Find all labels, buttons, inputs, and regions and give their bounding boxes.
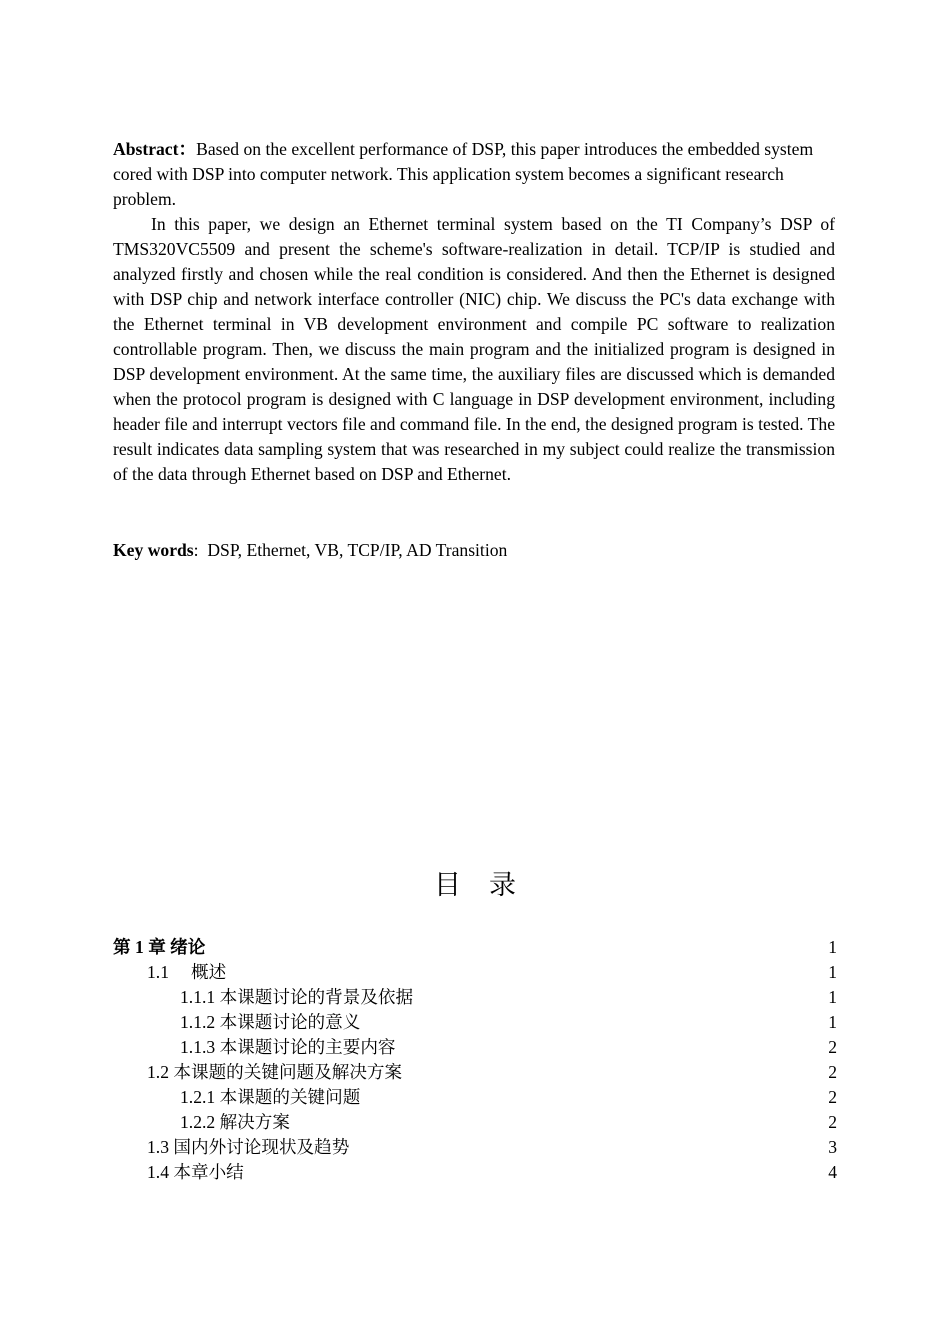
keywords-line <box>113 538 835 563</box>
toc-entry-text: 1.4 本章小结 <box>147 1162 244 1182</box>
toc-entry-text: 1.1.1 本课题讨论的背景及依据 <box>180 987 414 1007</box>
toc-entry-page: 1 <box>828 987 837 1007</box>
abstract-label-separator: ： <box>178 139 197 159</box>
toc-entry-page: 2 <box>828 1037 837 1057</box>
toc-entry-text: 1.1.3 本课题讨论的主要内容 <box>180 1037 396 1057</box>
toc-entry-page: 3 <box>828 1137 837 1157</box>
toc-entry-text: 1.1.2 本课题讨论的意义 <box>180 1012 361 1032</box>
toc-entry-text: 第 1 章 绪论 <box>113 937 206 957</box>
toc-entry-page: 2 <box>828 1087 837 1107</box>
toc-entry-1-2-2[interactable] <box>113 1110 837 1135</box>
toc-entry-text: 1.3 国内外讨论现状及趋势 <box>147 1137 350 1157</box>
toc-entry-text: 1.2 本课题的关键问题及解决方案 <box>147 1062 403 1082</box>
toc-entry-1-1[interactable] <box>113 960 837 985</box>
keywords-value: DSP, Ethernet, VB, TCP/IP, AD Transition <box>207 540 508 560</box>
toc-entry-page: 1 <box>828 937 837 957</box>
abstract-text-1: Based on the excellent performance of DSP, this paper introduces the embedded system cored with DSP into computer network. This application system becomes a significant research problem. <box>113 139 814 209</box>
toc-entry-page: 1 <box>828 1012 837 1032</box>
toc-entry-page: 4 <box>828 1162 837 1182</box>
toc-entry-1-1-2[interactable] <box>113 1010 837 1035</box>
toc-entry-1-1-3[interactable] <box>113 1035 837 1060</box>
toc-entry-chapter-1[interactable] <box>113 935 837 960</box>
keywords-separator: : <box>193 540 199 560</box>
toc-entry-1-1-1[interactable] <box>113 985 837 1010</box>
abstract-paragraph-2: In this paper, we design an Ethernet terminal system based on the TI Company’s DSP of TMS320VC5509 and present the scheme's software-realization in detail. TCP/IP is studied and analyzed firstly and chosen while the real condition is considered. And then the Ethernet is designed with DSP chip and network interface controller (NIC) chip. We discuss the PC's data exchange with the Ethernet terminal in VB development environment and compile PC software to realization controllable program. Then, we discuss the main program and the initialized program is designed in DSP development environment. At the same time, the auxiliary files are discussed which is demanded when the protocol program is designed with C language in DSP development environment, including header file and interrupt vectors file and command file. In the end, the designed program is tested. The result indicates data sampling system that was researched in my subject could realize the transmission of the data through Ethernet based on DSP and Ethernet. <box>113 214 835 484</box>
toc-entry-text: 1.1 概述 <box>147 962 227 982</box>
toc-entry-1-3[interactable] <box>113 1135 837 1160</box>
table-of-contents <box>113 935 837 1185</box>
abstract-paragraph-1 <box>113 137 835 212</box>
abstract-label: Abstract <box>113 139 179 159</box>
toc-entry-page: 2 <box>828 1112 837 1132</box>
toc-entry-page: 1 <box>828 962 837 982</box>
toc-title: 目录 <box>434 870 544 901</box>
toc-entry-1-2-1[interactable] <box>113 1085 837 1110</box>
abstract-section <box>113 137 835 487</box>
toc-entry-text: 1.2.1 本课题的关键问题 <box>180 1087 361 1107</box>
toc-entry-1-2[interactable] <box>113 1060 837 1085</box>
toc-entry-page: 2 <box>828 1062 837 1082</box>
toc-entry-1-4[interactable] <box>113 1160 837 1185</box>
keywords-label: Key words <box>113 540 194 560</box>
toc-entry-text: 1.2.2 解决方案 <box>180 1112 290 1132</box>
